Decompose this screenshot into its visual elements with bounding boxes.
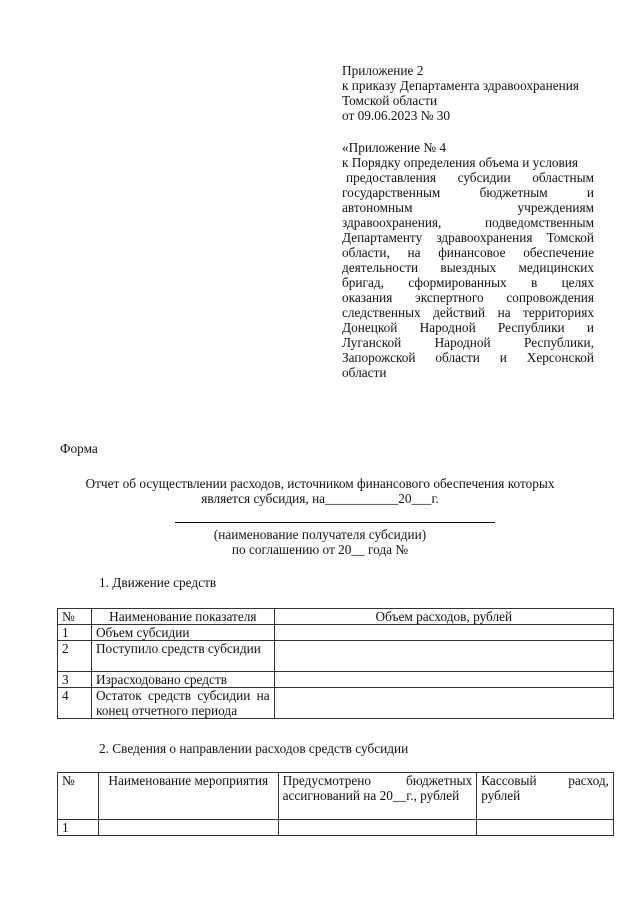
table-row <box>58 688 614 719</box>
report-title: Отчет об осуществлении расходов, источником финансового обеспечения которых <box>85 476 555 491</box>
column-header: № <box>58 773 99 820</box>
column-header: Предусмотрено бюджетных ассигнований на 20__г., рублей <box>278 773 477 820</box>
form-label: Форма <box>60 441 98 456</box>
recipient-name-line <box>175 522 495 523</box>
column-header: Кассовый расход, рублей <box>477 773 614 820</box>
table-row <box>58 820 614 836</box>
annex-line: следственных действий на территориях <box>342 305 594 320</box>
annex-line: деятельности выездных медицинских <box>342 260 594 275</box>
report-title-date: является субсидия, на___________20___г. <box>201 491 439 506</box>
annex-line: автономным учреждениям <box>342 200 594 215</box>
annex-line: к Порядку определения объема и условия <box>342 155 579 170</box>
annex-line: Луганской Народной Республики, <box>342 335 594 350</box>
annex-line: государственным бюджетным и <box>342 185 594 200</box>
column-header: Наименование мероприятия <box>98 773 278 820</box>
table-row <box>58 641 614 672</box>
appendix-line: к приказу Департамента здравоохранения <box>342 78 579 93</box>
annex-line: предоставления субсидии областным <box>346 170 594 185</box>
row-value-cell[interactable] <box>274 688 613 719</box>
appendix-title: Приложение 2 <box>342 63 424 78</box>
table-row <box>58 625 614 641</box>
annex-line: бригад, сформированных в целях <box>342 275 594 290</box>
annex-line: области <box>342 365 387 380</box>
row-name: Израсходовано средств <box>91 672 274 688</box>
agreement-line: по соглашению от 20__ года № <box>231 542 409 557</box>
expense-directions-table <box>57 772 614 836</box>
annex-line: Запорожской области и Херсонской <box>342 350 594 365</box>
row-name: Остаток средств субсидии на конец отчетного периода <box>91 688 274 719</box>
row-value-cell[interactable] <box>274 625 613 641</box>
row-cash-expense-cell[interactable] <box>477 820 614 836</box>
row-value-cell[interactable] <box>274 672 613 688</box>
annex-line: Департаменту здравоохранения Томской <box>342 230 594 245</box>
table-header-row <box>58 609 614 625</box>
column-header: № <box>58 609 92 625</box>
section2-heading: 2. Сведения о направлении расходов средств субсидии <box>99 741 409 756</box>
annex-line: оказания экспертного сопровождения <box>342 290 594 305</box>
row-budget-cell[interactable] <box>278 820 477 836</box>
recipient-caption: (наименование получателя субсидии) <box>213 527 427 542</box>
row-name: Объем субсидии <box>91 625 274 641</box>
funds-movement-table <box>57 608 614 719</box>
annex-line: области, на финансовое обеспечение <box>342 245 594 260</box>
appendix-line: от 09.06.2023 № 30 <box>342 108 451 123</box>
annex-line: здравоохранения, подведомственным <box>342 215 594 230</box>
appendix-line: Томской области <box>342 93 438 108</box>
table-header-row <box>58 773 614 820</box>
annex-line: Донецкой Народной Республики и <box>342 320 594 335</box>
section1-heading: 1. Движение средств <box>99 575 217 590</box>
annex-title: «Приложение № 4 <box>342 140 446 155</box>
row-number: 2 <box>58 641 92 672</box>
table-row <box>58 672 614 688</box>
column-header: Объем расходов, рублей <box>274 609 613 625</box>
row-number: 1 <box>58 625 92 641</box>
row-value-cell[interactable] <box>274 641 613 672</box>
row-event-cell[interactable] <box>98 820 278 836</box>
row-name: Поступило средств субсидии <box>91 641 274 672</box>
row-number: 1 <box>58 820 99 836</box>
column-header: Наименование показателя <box>91 609 274 625</box>
row-number: 4 <box>58 688 92 719</box>
row-number: 3 <box>58 672 92 688</box>
